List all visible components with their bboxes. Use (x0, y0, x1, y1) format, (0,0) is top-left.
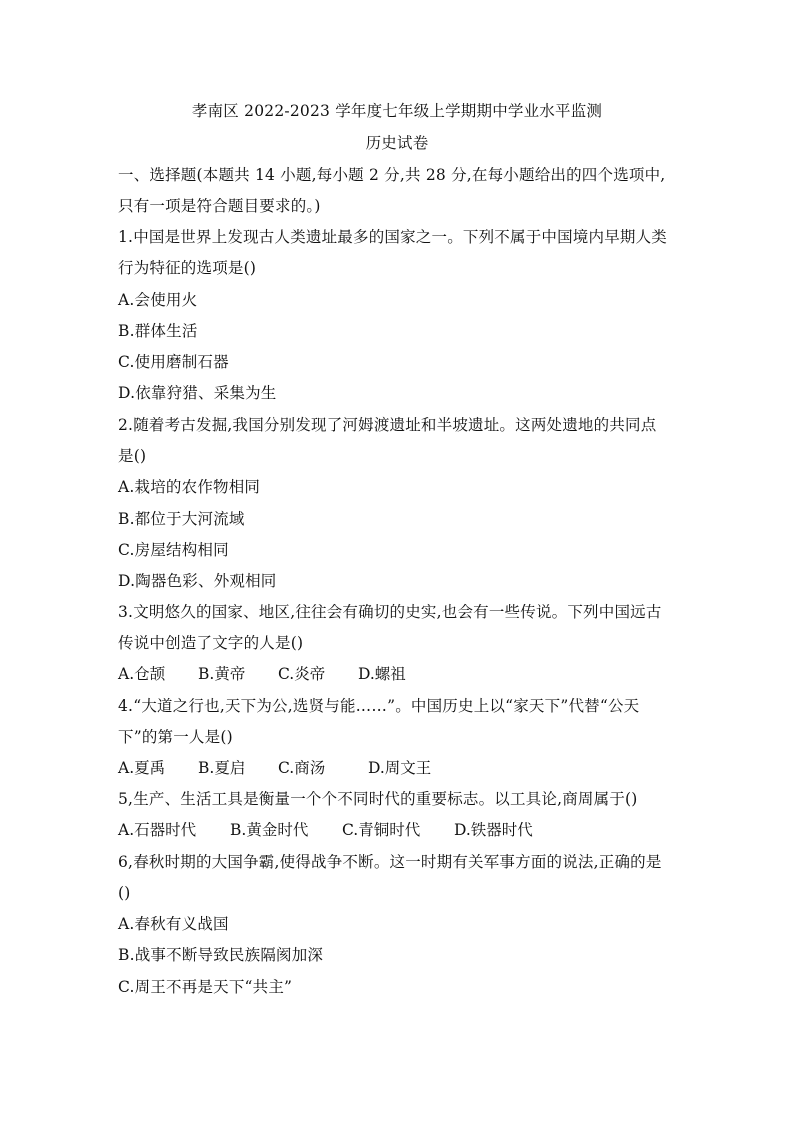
q1-option-a: A.会使用火 (118, 291, 198, 309)
q3-option-d: D.螺祖 (358, 665, 406, 683)
q6-option-c: C.周王不再是天下“共主” (118, 978, 293, 996)
q4-option-a: A.夏禹 (118, 759, 166, 777)
q1-option-b: B.群体生活 (118, 322, 198, 340)
q3-stem-line-1: 3.文明悠久的国家、地区,往往会有确切的史实,也会有一些传说。下列中国远古 (118, 603, 662, 621)
q1-stem-line-2: 行为特征的选项是() (118, 259, 257, 277)
q5-stem-line-1: 5,生产、生活工具是衡量一个个不同时代的重要标志。以工具论,商周属于() (118, 790, 638, 808)
q1-option-d: D.依靠狩猎、采集为生 (118, 384, 277, 402)
q6-option-b: B.战事不断导致民族隔阂加深 (118, 946, 324, 964)
q6-stem-line-1: 6,春秋时期的大国争霸,使得战争不断。这一时期有关军事方面的说法,正确的是 (118, 853, 662, 871)
q3-option-a: A.仓颉 (118, 665, 166, 683)
exam-subtitle: 历史试卷 (365, 134, 429, 152)
q4-option-d: D.周文王 (368, 759, 432, 777)
section-instruction-line-2: 只有一项是符合题目要求的。) (118, 197, 321, 215)
exam-title: 孝南区 2022-2023 学年度七年级上学期期中学业水平监测 (191, 102, 603, 120)
q1-stem-line-1: 1.中国是世界上发现古人类遗址最多的国家之一。下列不属于中国境内早期人类 (118, 228, 667, 246)
q3-stem-line-2: 传说中创造了文字的人是() (118, 634, 304, 652)
q5-option-d: D.铁器时代 (454, 821, 533, 839)
section-instruction-line-1: 一、选择题(本题共 14 小题,每小题 2 分,共 28 分,在每小题给出的四个选项中, (118, 166, 666, 184)
q5-option-b: B.黄金时代 (230, 821, 309, 839)
q4-stem-line-1: 4.“大道之行也,天下为公,选贤与能……”。中国历史上以“家天下”代替“公天 (118, 697, 640, 715)
q4-stem-line-2: 下”的第一人是() (118, 728, 233, 746)
q6-option-a: A.春秋有义战国 (118, 915, 229, 933)
q1-option-c: C.使用磨制石器 (118, 353, 229, 371)
q4-option-b: B.夏启 (198, 759, 246, 777)
q3-options-row (118, 664, 406, 684)
q2-option-a: A.栽培的农作物相同 (118, 478, 261, 496)
q2-option-d: D.陶器色彩、外观相同 (118, 572, 277, 590)
q4-options-row (118, 758, 431, 778)
q2-stem-line-2: 是() (118, 447, 147, 465)
q5-option-c: C.青铜时代 (342, 821, 421, 839)
q2-stem-line-1: 2.随着考古发掘,我国分别发现了河姆渡遗址和半坡遗址。这两处遗地的共同点 (118, 416, 657, 434)
q3-option-c: C.炎帝 (278, 665, 326, 683)
q4-option-c: C.商汤 (278, 759, 326, 777)
q6-stem-line-2: () (118, 884, 131, 902)
q5-option-a: A.石器时代 (118, 821, 197, 839)
q2-option-c: C.房屋结构相同 (118, 541, 229, 559)
q2-option-b: B.都位于大河流域 (118, 510, 245, 528)
q3-option-b: B.黄帝 (198, 665, 246, 683)
q5-options-row (118, 820, 533, 840)
